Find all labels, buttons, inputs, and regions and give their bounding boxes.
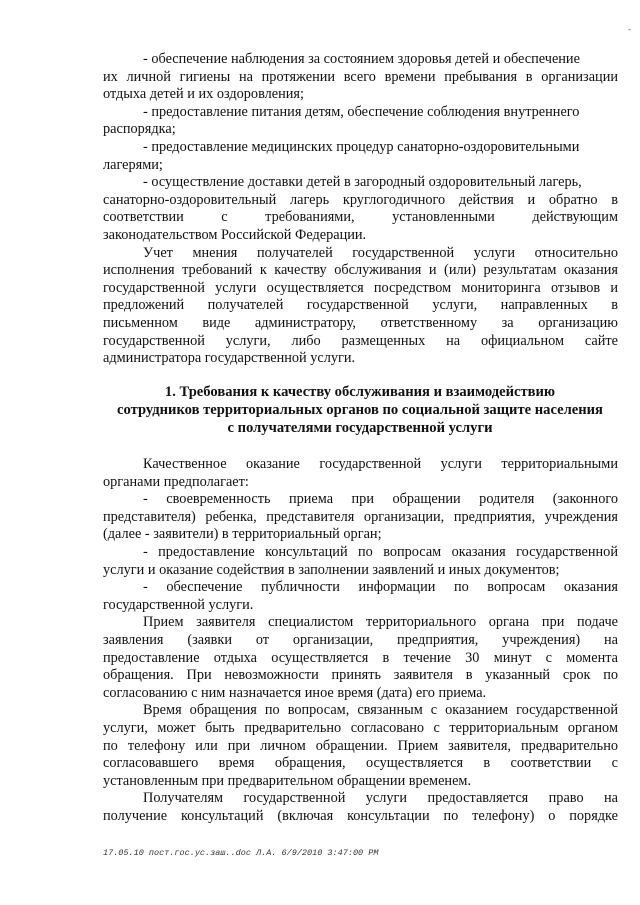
text-line: - обеспечение публичности информации по вопросам оказания <box>143 579 618 596</box>
text-line: услуги, может быть предварительно согласовано с территориальным органом <box>103 719 618 736</box>
text-line: - предоставление медицинских процедур санаторно-оздоровительными <box>143 138 580 155</box>
text-line: законодательством Российской Федерации. <box>103 226 367 243</box>
paragraph-block-bottom <box>103 456 618 825</box>
text-line: исполнения требований к качеству обслуживания и (или) результатам оказания <box>103 262 618 279</box>
text-line: по телефону или при личном обращении. Прием заявителя, предварительно <box>103 737 618 754</box>
text-line: представителя) ребенка, представителя организации, предприятия, учреждения <box>103 508 618 525</box>
text-line: отдыха детей и их оздоровления; <box>103 86 304 103</box>
text-line: распорядка; <box>103 121 176 138</box>
text-line: лагерями; <box>103 156 163 173</box>
text-line: письменном виде администратору, ответственному за организацию <box>103 314 618 331</box>
text-line: Получателям государственной услуги предоставляется право на <box>143 790 618 807</box>
text-line: администратора государственной услуги. <box>103 350 356 367</box>
text-line: предложений получателей государственной услуги, направленных в <box>103 297 618 314</box>
text-line: предоставление отдыха осуществляется в течение 30 минут с момента <box>103 649 618 666</box>
heading-line: с получателями государственной услуги <box>227 420 493 436</box>
text-line: их личной гигиены на протяжении всего времени пребывания в организации <box>103 68 618 85</box>
text-line: Учет мнения получателей государственной услуги относительно <box>143 244 618 261</box>
text-line: Прием заявителя специалистом территориального органа при подаче <box>143 614 618 631</box>
text-line: установленным при предварительном обращении временем. <box>103 772 472 789</box>
text-line: Качественное оказание государственной услуги территориальными <box>143 456 618 472</box>
heading-line: 1. Требования к качеству обслуживания и взаимодействию <box>164 384 556 400</box>
text-line: согласовавшего время обращения, осуществляется в соответствии с <box>103 755 618 772</box>
text-line: услуги и оказание содействия в заполнении заявлений и иных документов; <box>103 561 560 578</box>
text-line: получение консультаций (включая консультации по телефону) о порядке <box>103 807 618 824</box>
footer-filename: 17.05.10 пост.гос.ус.заш..doc Л.А. 6/9/2010 3:47:00 PM <box>103 848 379 858</box>
text-line: заявления (заявки от организации, предприятия, учреждения) на <box>103 631 618 648</box>
text-line: согласованию с ним назначается иное время (дата) его приема. <box>103 684 487 701</box>
text-line: - предоставление питания детям, обеспечение соблюдения внутреннего <box>143 103 580 120</box>
text-line: - своевременность приема при обращении родителя (законного <box>143 491 618 508</box>
text-line: - осуществление доставки детей в загородный оздоровительный лагерь, <box>143 174 582 191</box>
text-line: органами предполагает: <box>103 473 249 490</box>
text-line: - обеспечение наблюдения за состоянием здоровья детей и обеспечение <box>143 51 580 67</box>
text-line: - предоставление консультаций по вопросам оказания государственной <box>143 543 618 560</box>
text-line: санаторно-оздоровительный лагерь круглогодичного действия и обратно в <box>103 191 618 208</box>
text-line: государственной услуги. <box>103 596 254 613</box>
text-line: обращения. При невозможности принять заявителя в указанный срок по <box>103 667 618 684</box>
text-line: государственной услуги, либо размещенных на официальном сайте <box>103 332 618 349</box>
text-line: Время обращения по вопросам, связанным с оказанием государственной <box>143 702 618 719</box>
text-line: государственной услуги осуществляется посредством мониторинга отзывов и <box>103 279 618 296</box>
paragraph-block-top <box>103 51 618 368</box>
heading-line: сотрудников территориальных органов по социальной защите населения <box>117 402 603 418</box>
section-heading <box>100 383 620 437</box>
text-line: (далее - заявители) в территориальный орган; <box>103 526 382 543</box>
text-line: соответствии с требованиями, установленными действующим <box>103 209 618 226</box>
edge-mark: - <box>628 24 631 34</box>
